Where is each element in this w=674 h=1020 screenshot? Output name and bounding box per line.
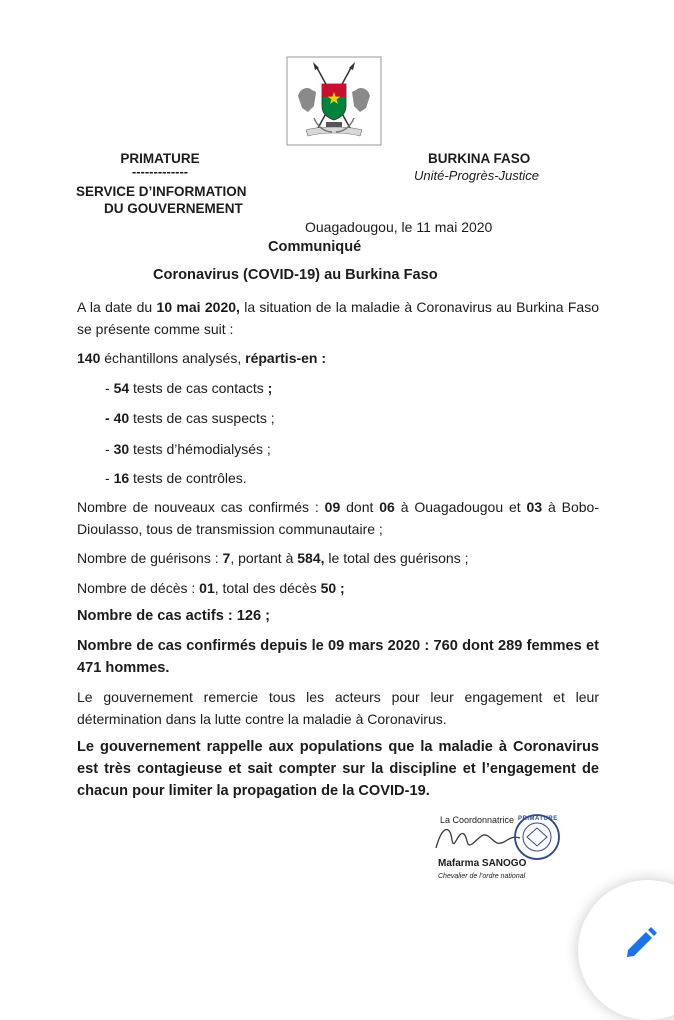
bobo-count: 03: [526, 499, 543, 515]
country-name: BURKINA FASO: [428, 151, 531, 166]
recoveries-count: 7: [222, 550, 231, 566]
deaths-text: Nombre de décès :: [77, 580, 200, 596]
document-type: Communiqué: [268, 239, 362, 255]
recoveries-text: le total des guérisons ;: [324, 550, 469, 566]
deaths-total: 50 ;: [320, 580, 345, 596]
intro-text-end: la situation de la maladie à Coronavirus au Burkina Faso se présente comme suit :: [77, 299, 599, 337]
new-cases-text: Nombre de nouveaux cas confirmés :: [77, 499, 325, 515]
bullet-end: ;: [267, 380, 273, 396]
stamp-text: PRIMATURE: [518, 816, 558, 822]
handwritten-signature: [432, 818, 522, 858]
edit-fab-button[interactable]: [578, 880, 674, 1020]
thanks-paragraph: Le gouvernement remercie tous les acteurs pour leur engagement et leur détermination dans la lutte contre la maladie à Coronavirus.: [77, 689, 599, 727]
bullet-dash: -: [105, 380, 114, 396]
new-cases-count: 09: [324, 499, 341, 515]
signatory-name: Mafarma SANOGO: [438, 858, 527, 869]
list-item: [105, 377, 272, 399]
bullet-text: tests d’hémodialysés ;: [129, 441, 271, 457]
official-stamp: [512, 812, 562, 862]
bullet-text: tests de cas contacts: [129, 380, 268, 396]
bullet-dash: -: [105, 470, 114, 486]
deaths-count: 01: [199, 580, 215, 596]
intro-text-start: A la date du: [77, 299, 157, 315]
header-separator: -------------: [131, 164, 189, 179]
reference-date: 10 mai 2020,: [156, 299, 240, 315]
bullet-number: 54: [113, 380, 130, 396]
pen-icon: [622, 922, 662, 962]
bullet-text: tests de cas suspects ;: [129, 410, 275, 426]
service-information-label: SERVICE D’INFORMATION: [76, 184, 247, 199]
intro-paragraph: [77, 296, 599, 340]
coat-of-arms-icon: [286, 56, 382, 146]
ouagadougou-count: 06: [379, 499, 395, 515]
deaths-line: [77, 577, 345, 599]
recoveries-total: 584,: [297, 550, 325, 566]
recoveries-text: , portant à: [230, 550, 298, 566]
bullet-number: 30: [113, 441, 130, 457]
list-item: [105, 438, 271, 460]
samples-line: [77, 347, 326, 369]
reminder-paragraph: Le gouvernement rappelle aux populations que la maladie à Coronavirus est très contagieuse et sait compter sur la discipline et l’engagement de chacun pour limiter la propagation de la COVID-19.: [77, 739, 599, 799]
recoveries-line: [77, 547, 469, 569]
new-cases-text: à Ouagadougou et: [394, 499, 527, 515]
confirmed-total-paragraph: Nombre de cas confirmés depuis le 09 mars 2020 : 760 dont 289 femmes et 471 hommes.: [77, 638, 599, 676]
signatory-role: La Coordonnatrice: [440, 815, 515, 825]
new-cases-text: dont: [340, 499, 380, 515]
deaths-text: , total des décès: [214, 580, 321, 596]
active-cases-line: Nombre de cas actifs : 126 ;: [77, 608, 271, 624]
new-cases-paragraph: [77, 496, 599, 540]
recoveries-text: Nombre de guérisons :: [77, 550, 223, 566]
bullet-number: 40: [113, 410, 130, 426]
list-item: [105, 407, 275, 429]
samples-count: 140: [77, 350, 101, 366]
place-date: Ouagadougou, le 11 mai 2020: [305, 219, 493, 235]
list-item: [105, 467, 247, 489]
primature-label: PRIMATURE: [120, 151, 200, 166]
signatory-distinction: Chevalier de l’ordre national: [438, 873, 526, 880]
new-cases-text: à Bobo-Dioulasso, tous de transmission communautaire ;: [77, 499, 599, 537]
national-motto: Unité-Progrès-Justice: [414, 168, 539, 183]
bullet-text: tests de contrôles.: [129, 470, 247, 486]
bullet-number: 16: [113, 470, 130, 486]
communique-subject: Coronavirus (COVID-19) au Burkina Faso: [153, 267, 438, 283]
bullet-dash: -: [105, 410, 114, 426]
government-label: DU GOUVERNEMENT: [104, 201, 243, 216]
samples-split-label: répartis-en :: [245, 350, 327, 366]
bullet-dash: -: [105, 441, 114, 457]
samples-text: échantillons analysés,: [100, 350, 246, 366]
